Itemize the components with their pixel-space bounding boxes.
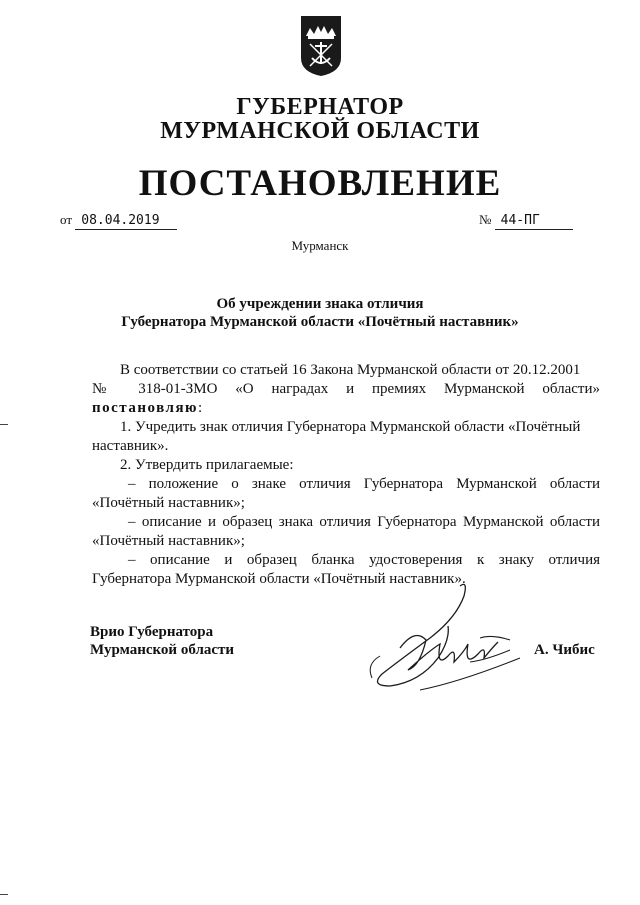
org-title-line1: ГУБЕРНАТОР — [236, 94, 404, 120]
subject-line1: Об учреждении знака отличия — [216, 296, 424, 312]
coat-of-arms-icon — [298, 14, 344, 78]
margin-mark — [0, 894, 8, 895]
subitem-1: – положение о знаке отличия Губернатора Мурманской области — [128, 476, 600, 492]
signatory-name: А. Чибис — [534, 642, 595, 658]
body-line: № 318-01-ЗМО «О наградах и премиях Мурманской области» — [92, 381, 600, 397]
date-value: 08.04.2019 — [75, 213, 177, 230]
number-value: 44-ПГ — [495, 213, 573, 230]
item-1-cont: наставник». — [92, 438, 169, 454]
number-field — [479, 212, 573, 230]
handwritten-signature — [360, 578, 530, 698]
signatory-title-line2: Мурманской области — [90, 642, 235, 658]
signatory-title-line1: Врио Губернатора — [90, 624, 214, 640]
body-line: В соответствии со статьей 16 Закона Мурманской области от 20.12.2001 — [120, 362, 581, 378]
subitem-1-cont: «Почётный наставник»; — [92, 495, 245, 511]
subitem-3: – описание и образец бланка удостоверения к знаку отличия — [128, 552, 600, 568]
body-line: постановляю: — [92, 400, 203, 416]
org-title-line2: МУРМАНСКОЙ ОБЛАСТИ — [160, 118, 480, 144]
subitem-2: – описание и образец знака отличия Губернатора Мурманской области — [128, 514, 600, 530]
decree-word: постановляю — [92, 400, 199, 416]
document-body — [92, 361, 600, 589]
date-prefix: от — [60, 212, 73, 227]
item-2: 2. Утвердить прилагаемые: — [120, 457, 294, 473]
subitem-2-cont: «Почётный наставник»; — [92, 533, 245, 549]
date-field — [60, 212, 177, 230]
document-type: ПОСТАНОВЛЕНИЕ — [138, 163, 502, 204]
subitem-3-cont: Губернатора Мурманской области «Почётный наставник». — [92, 571, 466, 587]
item-1: 1. Учредить знак отличия Губернатора Мурманской области «Почётный — [120, 419, 581, 435]
margin-mark — [0, 424, 8, 425]
subject-line2: Губернатора Мурманской области «Почётный наставник» — [121, 314, 519, 330]
number-prefix: № — [479, 212, 492, 227]
city: Мурманск — [291, 238, 349, 253]
